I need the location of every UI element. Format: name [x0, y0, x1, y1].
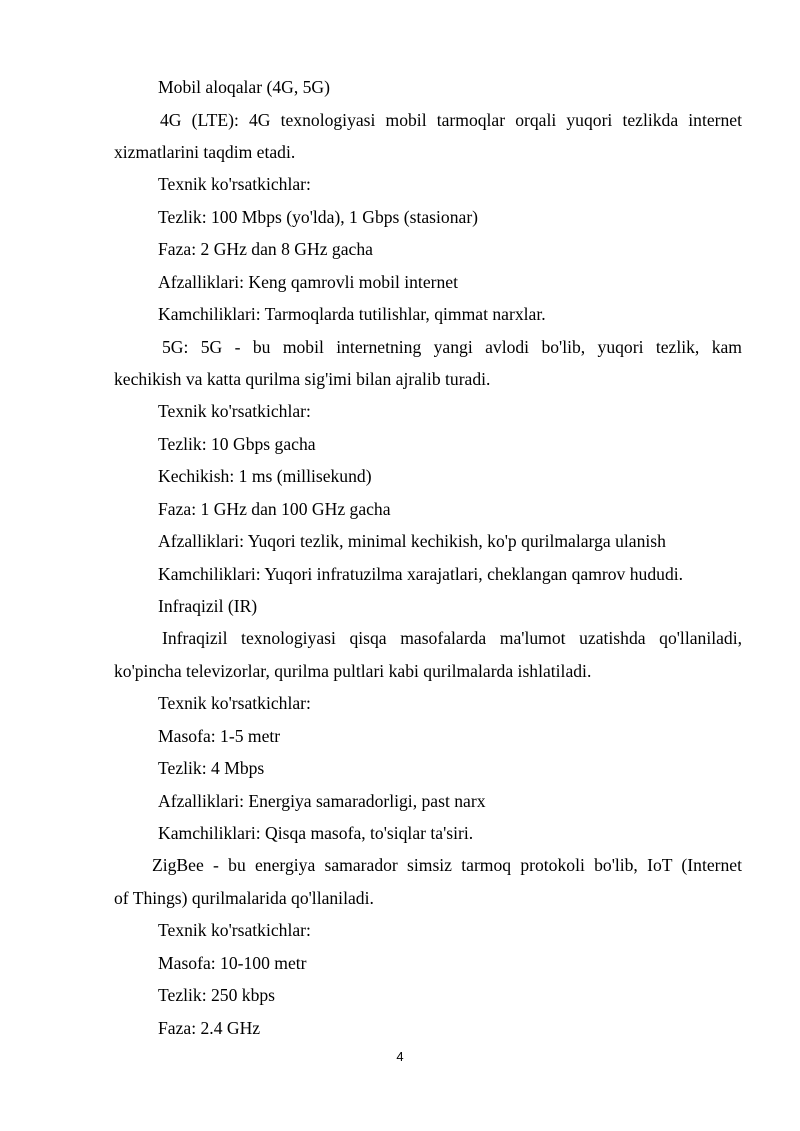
text-line: Texnik ko'rsatkichlar: — [158, 693, 311, 713]
text-line: Infraqizil texnologiyasi qisqa masofalarda ma'lumot uzatishda qo'llaniladi, — [162, 628, 742, 648]
text-line: Kamchiliklari: Qisqa masofa, to'siqlar ta'siri. — [158, 823, 474, 843]
text-line: Infraqizil (IR) — [158, 596, 258, 616]
text-line: ZigBee - bu energiya samarador simsiz tarmoq protokoli bo'lib, IoT (Internet — [152, 855, 742, 875]
page-number: 4 — [396, 1049, 404, 1064]
text-line: 4G (LTE): 4G texnologiyasi mobil tarmoqlar orqali yuqori tezlikda internet — [160, 110, 742, 130]
text-line: Kamchiliklari: Tarmoqlarda tutilishlar, qimmat narxlar. — [158, 304, 546, 324]
text-line: ko'pincha televizorlar, qurilma pultlari kabi qurilmalarda ishlatiladi. — [114, 661, 592, 681]
text-line: Masofa: 1-5 metr — [158, 726, 281, 746]
text-line: xizmatlarini taqdim etadi. — [114, 142, 296, 162]
text-line: Texnik ko'rsatkichlar: — [158, 920, 311, 940]
text-line: 5G: 5G - bu mobil internetning yangi avlodi bo'lib, yuqori tezlik, kam — [162, 337, 742, 357]
text-line: of Things) qurilmalarida qo'llaniladi. — [114, 888, 374, 908]
text-line: Kamchiliklari: Yuqori infratuzilma xarajatlari, cheklangan qamrov hududi. — [158, 564, 684, 584]
text-line: Faza: 1 GHz dan 100 GHz gacha — [158, 499, 391, 519]
text-line: Faza: 2 GHz dan 8 GHz gacha — [158, 239, 373, 259]
text-line: Faza: 2.4 GHz — [158, 1018, 261, 1038]
text-line: Tezlik: 10 Gbps gacha — [158, 434, 316, 454]
text-line: Afzalliklari: Keng qamrovli mobil internet — [158, 272, 458, 292]
text-line: Kechikish: 1 ms (millisekund) — [158, 466, 372, 486]
text-line: kechikish va katta qurilma sig'imi bilan ajralib turadi. — [114, 369, 491, 389]
text-line: Afzalliklari: Energiya samaradorligi, past narx — [158, 791, 486, 811]
text-line: Afzalliklari: Yuqori tezlik, minimal kechikish, ko'p qurilmalarga ulanish — [158, 531, 666, 551]
text-line: Texnik ko'rsatkichlar: — [158, 401, 311, 421]
text-line: Texnik ko'rsatkichlar: — [158, 174, 311, 194]
text-line: Tezlik: 4 Mbps — [158, 758, 265, 778]
text-line: Tezlik: 100 Mbps (yo'lda), 1 Gbps (stasionar) — [158, 207, 479, 227]
text-line: Masofa: 10-100 metr — [158, 953, 307, 973]
text-line: Mobil aloqalar (4G, 5G) — [158, 77, 330, 97]
text-line: Tezlik: 250 kbps — [158, 985, 276, 1005]
